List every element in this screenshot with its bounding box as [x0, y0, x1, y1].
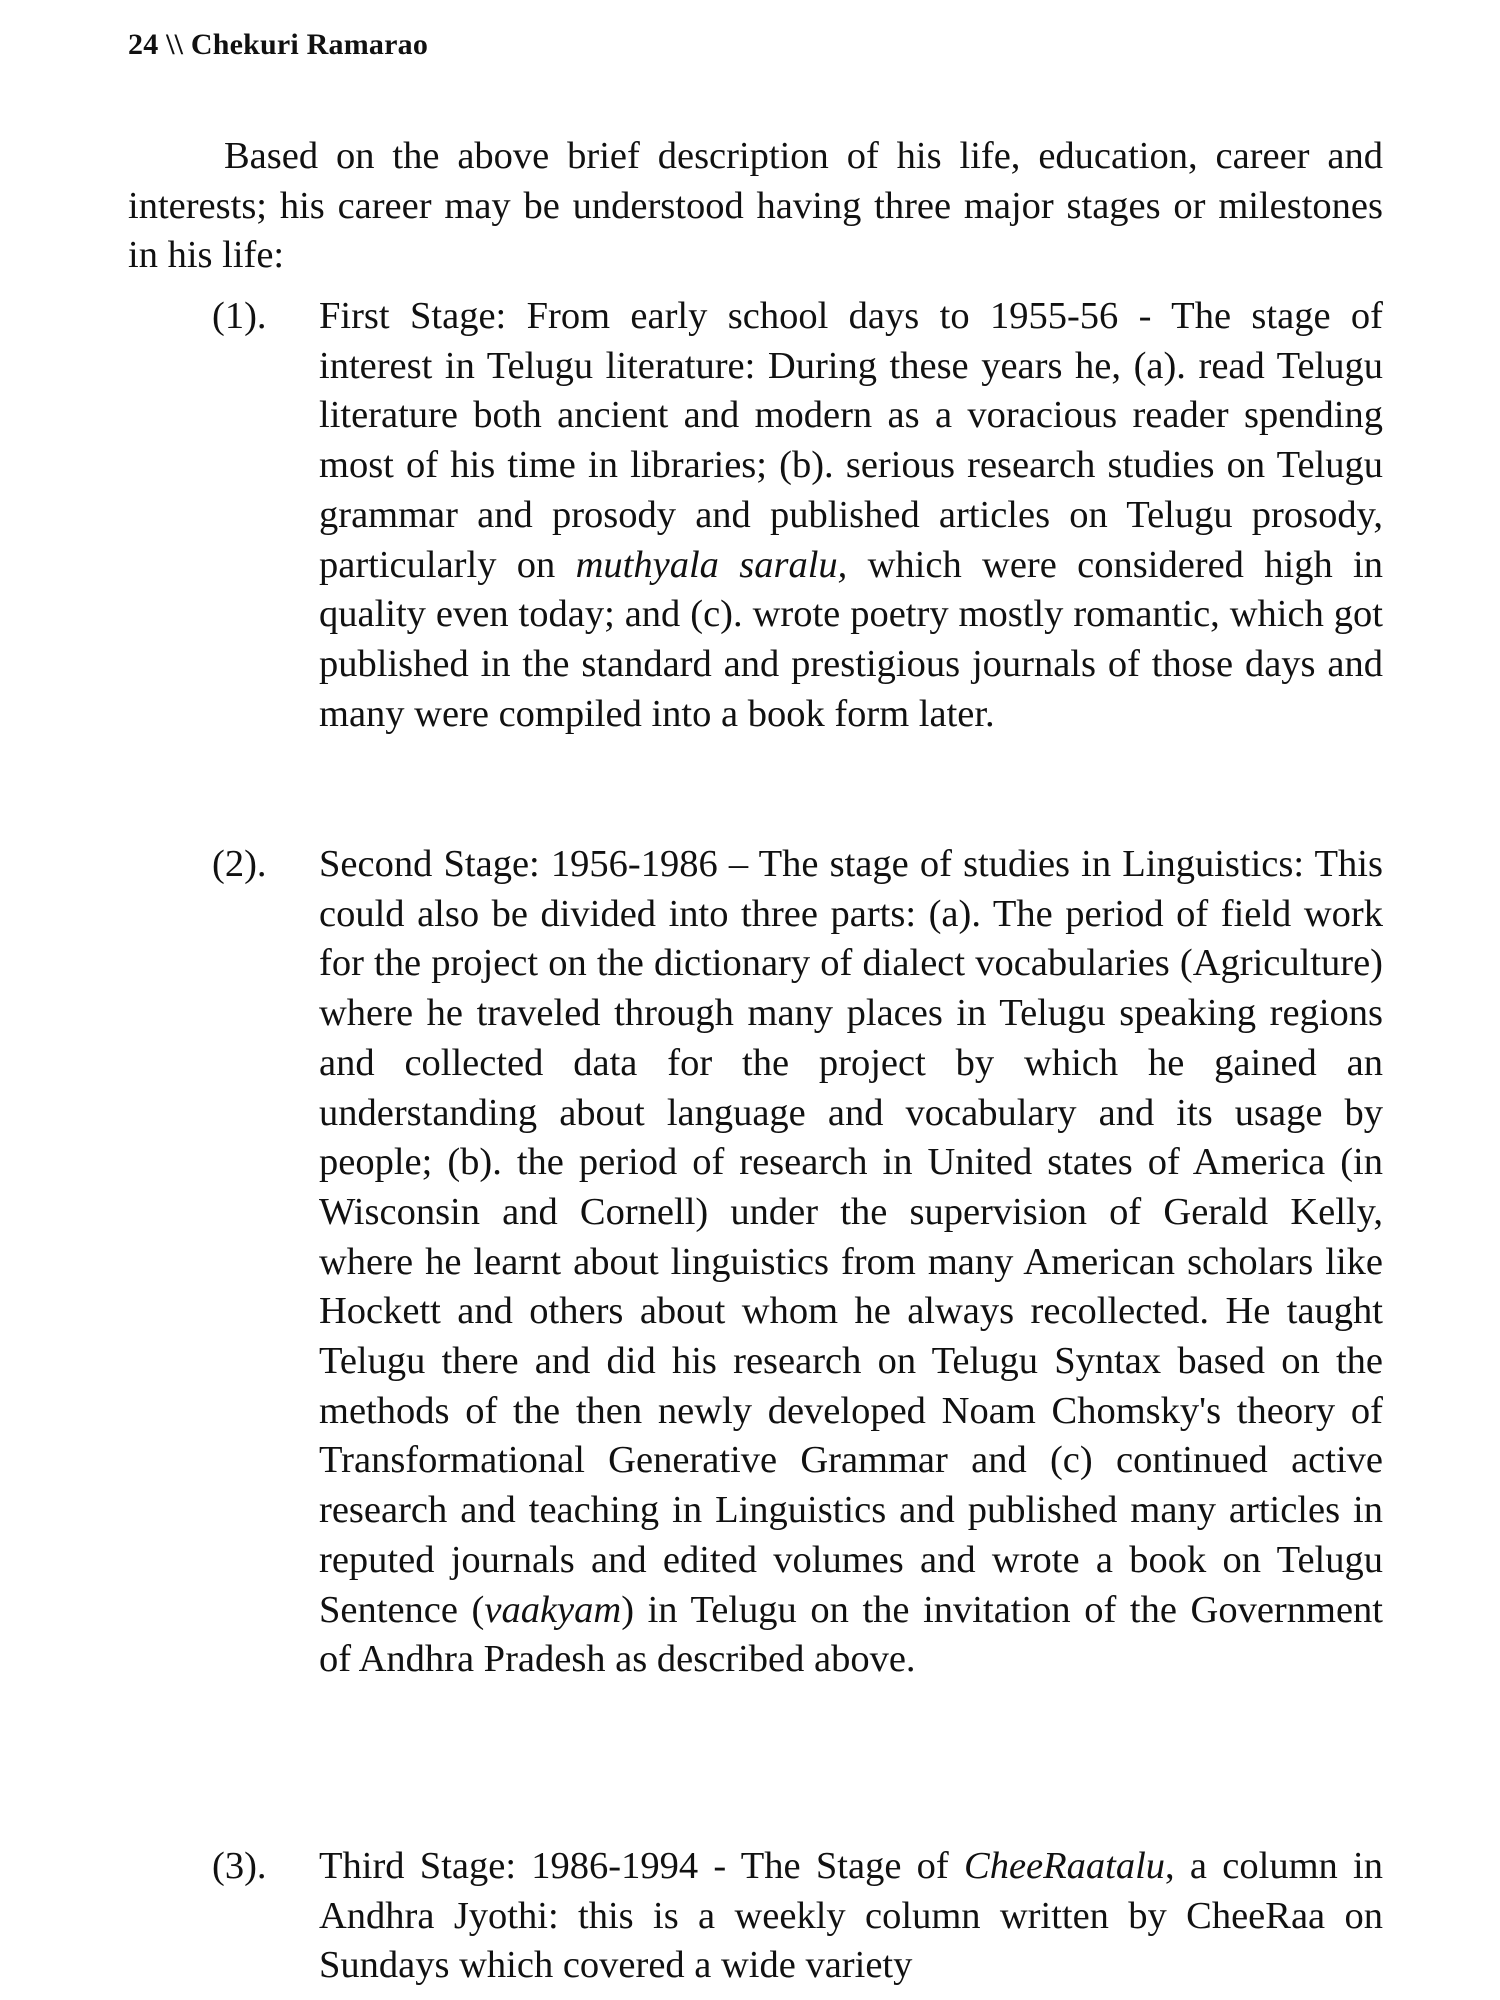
- italic-term: vaakyam: [484, 1588, 622, 1631]
- italic-term: CheeRaatalu: [964, 1845, 1166, 1887]
- stage-text: First Stage: From early school days to 1955-56 - The stage of interest in Telugu literature: During these years he, (a). read Telugu literature both ancient and modern as a voracious reader spending most of his time in libraries; (b). serious research studies on Telugu grammar and prosody and published articles on Telugu prosody, particularly on muthyala saralu, which were considered high in quality even today; and (c). wrote poetry mostly romantic, which got published in the standard and prestigious journals of those days and many were compiled into a book form later.: [319, 295, 1383, 735]
- intro-paragraph: Based on the above brief description of his life, education, career and interests; his career may be understood having three major stages or milestones in his life:: [128, 135, 1383, 276]
- running-head: 24 \\ Chekuri Ramarao: [128, 28, 429, 61]
- stage-number: (2).: [212, 843, 267, 885]
- stage-number: (1).: [212, 295, 267, 337]
- stage-text: Third Stage: 1986-1994 - The Stage of CheeRaatalu, a column in Andhra Jyothi: this is a weekly column written by CheeRaa on Sundays which covered a wide variety: [319, 1845, 1383, 1987]
- stage-item-3: [128, 1842, 1383, 1991]
- stage-item-2: [128, 840, 1383, 1685]
- stage-number: (3).: [212, 1845, 267, 1887]
- stage-item-1: [128, 292, 1383, 739]
- italic-term: muthyala saralu,: [575, 543, 848, 586]
- stage-text: Second Stage: 1956-1986 – The stage of studies in Linguistics: This could also be divided into three parts: (a). The period of field work for the project on the dictionary of dialect vocabularies (Agriculture) where he traveled through many places in Telugu speaking regions and collected data for the project by which he gained an understanding about language and vocabulary and its usage by people; (b). the period of research in United states of America (in Wisconsin and Cornell) under the supervision of Gerald Kelly, where he learnt about linguistics from many American scholars like Hockett and others about whom he always recollected. He taught Telugu there and did his research on Telugu Syntax based on the methods of the then newly developed Noam Chomsky's theory of Transformational Generative Grammar and (c) continued active research and teaching in Linguistics and published many articles in reputed journals and edited volumes and wrote a book on Telugu Sentence (vaakyam) in Telugu on the invitation of the Government of Andhra Pradesh as described above.: [319, 843, 1383, 1681]
